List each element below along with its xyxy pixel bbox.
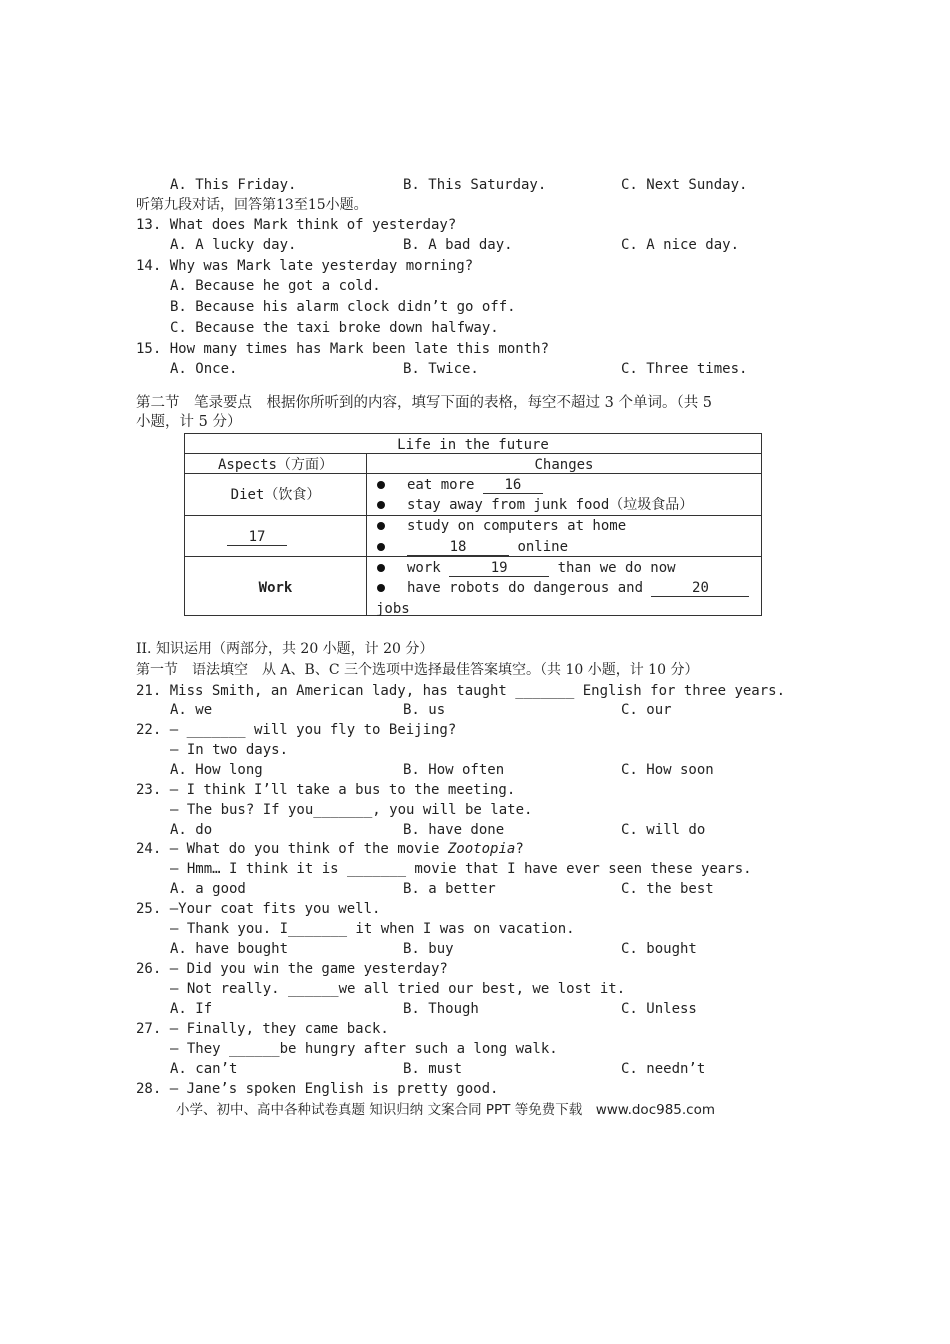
bullet-icon xyxy=(377,481,385,489)
q26-option-b: B. Though xyxy=(403,1001,479,1017)
q23-option-b: B. have done xyxy=(403,822,505,838)
q23-option-c: C. will do xyxy=(621,822,706,838)
row-work-change-2: have robots do dangerous and 20 xyxy=(407,579,749,597)
q12-option-b: B. This Saturday. xyxy=(403,177,547,193)
row-17-change-2: 18 online xyxy=(407,538,568,556)
q21-option-a: A. we xyxy=(170,702,213,718)
row-work-aspect: Work xyxy=(258,580,293,596)
section2-instruction-cont: 小题，计 5 分） xyxy=(136,414,242,430)
bullet-icon xyxy=(377,543,385,551)
part2-section1: 第一节 语法填空 从 A、B、C 三个选项中选择最佳答案填空。（共 10 小题，计 10 分） xyxy=(136,662,699,678)
bullet-icon xyxy=(377,564,385,572)
q26-line-2: — Not really. ______we all tried our best, we lost it. xyxy=(170,981,626,997)
q27-line-1: 27. — Finally, they came back. xyxy=(136,1021,389,1037)
q22-option-b: B. How often xyxy=(403,762,505,778)
row-work-change-2-cont: jobs xyxy=(376,601,410,617)
q21-stem: 21. Miss Smith, an American lady, has taught _______ English for three years. xyxy=(136,683,786,699)
q25-option-c: C. bought xyxy=(621,941,697,957)
q22-line-2: — In two days. xyxy=(170,742,289,758)
q23-option-a: A. do xyxy=(170,822,213,838)
blank-16[interactable]: 16 xyxy=(483,477,543,494)
section2-instruction: 第二节 笔录要点 根据你所听到的内容，填写下面的表格，每空不超过 3 个单词。（共 5 xyxy=(136,395,713,411)
q24-line-2: — Hmm… I think it is _______ movie that I have ever seen these years. xyxy=(170,861,752,877)
q12-option-c: C. Next Sunday. xyxy=(621,177,748,193)
q13-option-a: A. A lucky day. xyxy=(170,237,297,253)
q27-option-a: A. can’t xyxy=(170,1061,238,1077)
q28-line-1: 28. — Jane’s spoken English is pretty good. xyxy=(136,1081,499,1097)
row-diet-aspect: Diet（饮食） xyxy=(230,487,321,503)
q21-option-c: C. our xyxy=(621,702,672,718)
dialog9-instruction: 听第九段对话，回答第13至15小题。 xyxy=(136,197,368,213)
q26-option-a: A. If xyxy=(170,1001,213,1017)
q22-line-1: 22. — _______ will you fly to Beijing? xyxy=(136,722,457,738)
row-17-change-1: study on computers at home xyxy=(407,518,627,534)
row-diet-change-1: eat more 16 xyxy=(407,476,543,494)
q25-line-2: — Thank you. I_______ it when I was on vacation. xyxy=(170,921,575,937)
blank-17[interactable]: 17 xyxy=(227,529,287,546)
q26-option-c: C. Unless xyxy=(621,1001,697,1017)
q23-line-1: 23. — I think I’ll take a bus to the meeting. xyxy=(136,782,516,798)
q14-option-c: C. Because the taxi broke down halfway. xyxy=(170,320,499,336)
footer-text: 小学、初中、高中各种试卷真题 知识归纳 文案合同 PPT 等免费下载 www.doc985.com xyxy=(176,1102,716,1118)
part2-title: II. 知识运用（两部分，共 20 小题，计 20 分） xyxy=(136,641,434,657)
q25-line-1: 25. —Your coat fits you well. xyxy=(136,901,381,917)
q15-option-c: C. Three times. xyxy=(621,361,748,377)
row-diet-change-2: stay away from junk food（垃圾食品） xyxy=(407,497,694,513)
q27-line-2: — They ______be hungry after such a long walk. xyxy=(170,1041,558,1057)
q12-option-a: A. This Friday. xyxy=(170,177,297,193)
q26-line-1: 26. — Did you win the game yesterday? xyxy=(136,961,448,977)
table-title: Life in the future xyxy=(397,437,549,453)
q14-option-b: B. Because his alarm clock didn’t go off. xyxy=(170,299,516,315)
q13-option-c: C. A nice day. xyxy=(621,237,740,253)
q15-option-a: A. Once. xyxy=(170,361,238,377)
blank-18[interactable]: 18 xyxy=(407,539,509,556)
q25-option-a: A. have bought xyxy=(170,941,289,957)
row-work-change-1: work 19 than we do now xyxy=(407,560,676,576)
notes-table xyxy=(184,433,762,616)
q24-option-a: A. a good xyxy=(170,881,246,897)
q22-option-c: C. How soon xyxy=(621,762,714,778)
q13-stem: 13. What does Mark think of yesterday? xyxy=(136,217,457,233)
q22-option-a: A. How long xyxy=(170,762,263,778)
q24-line-1: 24. — What do you think of the movie Zootopia? xyxy=(136,841,524,857)
q14-stem: 14. Why was Mark late yesterday morning? xyxy=(136,258,474,274)
bullet-icon xyxy=(377,522,385,530)
q14-option-a: A. Because he got a cold. xyxy=(170,278,381,294)
q25-option-b: B. buy xyxy=(403,941,454,957)
blank-19[interactable]: 19 xyxy=(449,560,549,577)
q23-line-2: — The bus? If you_______, you will be late. xyxy=(170,802,533,818)
q24-option-b: B. a better xyxy=(403,881,496,897)
row-17-aspect xyxy=(227,528,287,546)
bullet-icon xyxy=(377,584,385,592)
q27-option-b: B. must xyxy=(403,1061,463,1077)
blank-20[interactable]: 20 xyxy=(651,580,749,597)
q21-option-b: B. us xyxy=(403,702,446,718)
q15-stem: 15. How many times has Mark been late this month? xyxy=(136,341,550,357)
q15-option-b: B. Twice. xyxy=(403,361,479,377)
q27-option-c: C. needn’t xyxy=(621,1061,706,1077)
header-aspects: Aspects（方面） xyxy=(217,457,333,473)
bullet-icon xyxy=(377,501,385,509)
q24-option-c: C. the best xyxy=(621,881,714,897)
q13-option-b: B. A bad day. xyxy=(403,237,513,253)
header-changes: Changes xyxy=(534,457,594,473)
